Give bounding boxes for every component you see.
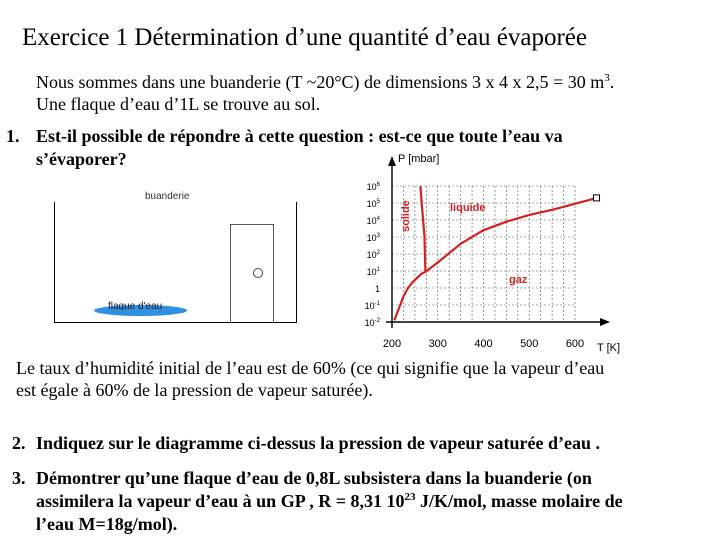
question-3-line-3: l’eau M=18g/mol). xyxy=(36,514,178,534)
question-2-number: 2. xyxy=(12,433,26,453)
puddle-label: flaque d'eau xyxy=(108,301,163,312)
x-tick-label: 600 xyxy=(565,338,585,350)
intro-line-2: Une flaque d’eau d’1L se trouve au sol. xyxy=(36,94,321,114)
y-tick-label: $10^6$ xyxy=(366,182,380,192)
y-tick-exponent: -1 xyxy=(374,301,380,307)
y-tick-label: $10^{-2}$ xyxy=(364,318,380,328)
y-tick-exponent: 1 xyxy=(376,267,380,273)
question-1-number: 1. xyxy=(6,126,20,146)
y-tick-exponent: 6 xyxy=(376,182,380,188)
y-tick-exponent: 3 xyxy=(376,233,380,239)
x-axis-label: T [K] xyxy=(597,342,621,354)
humidity-line-1: Le taux d’humidité initial de l’eau est de 60% (ce qui signifie que la vapeur d’eau xyxy=(16,358,605,378)
fusion-curve xyxy=(420,186,425,272)
y-tick-label: $10^5$ xyxy=(366,199,380,209)
chart-labels xyxy=(400,200,528,286)
humidity-line-2: est égale à 60% de la pression de vapeur saturée). xyxy=(16,380,373,400)
question-3-number: 3. xyxy=(12,468,26,488)
x-tick-label: 400 xyxy=(474,338,493,350)
sublimation-curve xyxy=(394,272,425,320)
y-axis-label: P [mbar] xyxy=(398,153,440,165)
x-tick-label: 500 xyxy=(520,338,539,350)
question-1-line-1: Est-il possible de répondre à cette question : est-ce que toute l’eau va xyxy=(36,126,563,146)
y-tick-label: $10^{-1}$ xyxy=(364,301,380,311)
intro-line-1: Nous sommes dans une buanderie (T ~20°C) de dimensions 3 x 4 x 2,5 = 30 $m^3$. xyxy=(36,72,615,92)
x-tick-label: 300 xyxy=(428,338,447,350)
door-drawing xyxy=(230,224,274,322)
page-title: Exercice 1 Détermination d’une quantité d’eau évaporée xyxy=(22,24,588,51)
y-tick-label: $10^2$ xyxy=(366,250,380,260)
question-1-line-2: s’évaporer? xyxy=(36,149,127,169)
vaporisation-curve xyxy=(425,198,596,272)
x-axis-arrow xyxy=(600,318,610,326)
y-tick-exponent: 2 xyxy=(376,250,380,256)
y-axis-arrow xyxy=(388,156,396,166)
question-3-line-1: Démontrer qu’une flaque d’eau de 0,8L subsistera dans la buanderie (on xyxy=(36,468,592,488)
y-tick-exponent: 4 xyxy=(376,216,380,222)
y-tick-exponent: 5 xyxy=(376,199,380,205)
region-label-solide: solide xyxy=(400,200,412,232)
y-tick-label: $10^3$ xyxy=(366,233,380,243)
critical-point-marker xyxy=(594,195,600,201)
region-label-liquide: liquide xyxy=(450,202,486,214)
question-3-line-2: assimilera la vapeur d’eau à un GP , R = 8,31 $10^{23}$ J/K/mol, masse molaire de xyxy=(36,491,623,511)
x-tick-label: 200 xyxy=(382,338,402,350)
door-knob xyxy=(253,268,263,278)
chart-curves xyxy=(394,186,599,320)
laundry-room-label: buanderie xyxy=(145,191,190,202)
y-tick-exponent: -2 xyxy=(374,318,380,324)
y-tick-label: 1 xyxy=(374,284,380,294)
y-tick-label: $10^1$ xyxy=(366,267,380,277)
chart-ticks xyxy=(365,182,585,350)
y-tick-label: $10^4$ xyxy=(366,216,380,226)
region-label-gaz: gaz xyxy=(509,274,528,286)
chart-axes xyxy=(386,153,620,354)
chart-grid xyxy=(392,186,575,322)
question-2-text: Indiquez sur le diagramme ci-dessus la pression de vapeur saturée d’eau . xyxy=(36,433,601,453)
